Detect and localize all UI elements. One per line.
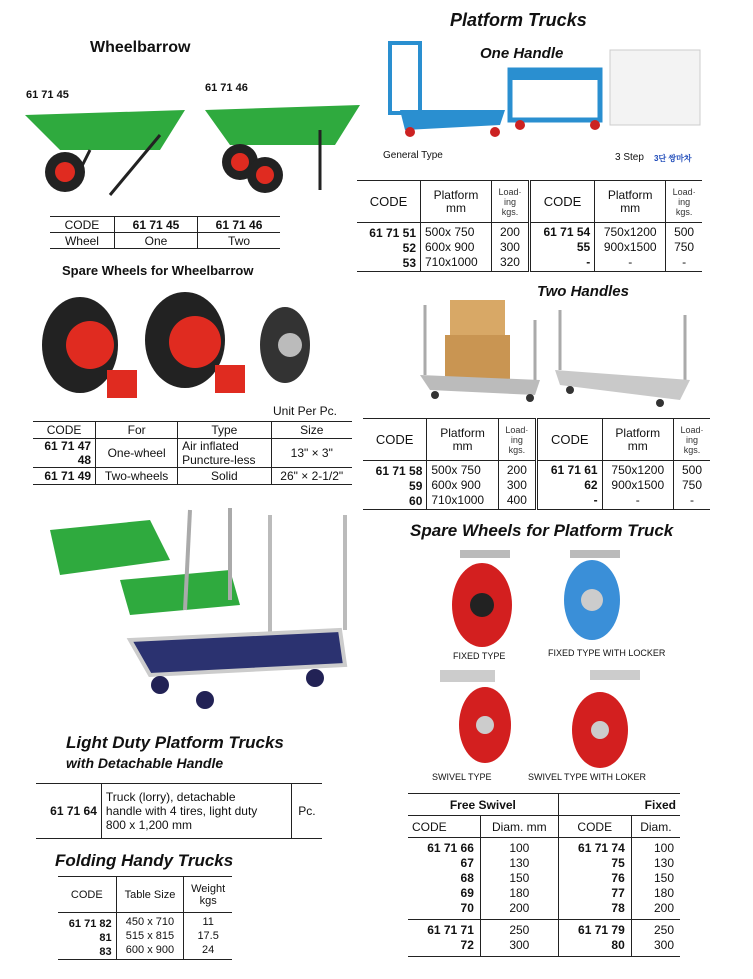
cell: 900x1500 <box>603 239 657 254</box>
img-code: 61 71 45 <box>26 89 69 101</box>
cell: 61 71 58 <box>375 464 423 478</box>
folding-table <box>58 876 232 960</box>
cell: kgs. <box>501 206 519 217</box>
cell: 150 <box>509 871 530 885</box>
cell: 11 <box>202 916 214 928</box>
cell: mm <box>452 438 473 453</box>
cell: 61 71 82 <box>68 918 112 930</box>
cell: Pc. <box>291 784 322 839</box>
cell: CODE <box>46 423 82 437</box>
cell: Truck (lorry), detachable <box>105 790 236 804</box>
cell: One-wheel <box>96 439 178 468</box>
cell: ing <box>678 196 691 207</box>
cell: Diam. mm <box>480 816 558 838</box>
platform-title: Platform Trucks <box>450 10 587 30</box>
cell: 400 <box>506 492 527 507</box>
cell: 48 <box>77 453 92 467</box>
cell: 69 <box>460 886 474 900</box>
light-duty-title: Light Duty Platform Trucks <box>66 733 284 752</box>
cell: Platform <box>433 187 479 202</box>
cell: Puncture-less <box>182 453 256 467</box>
cell: 26" × 2-1/2" <box>271 468 352 485</box>
three-step-caption: 3 Step <box>615 152 644 163</box>
cell: Solid <box>178 468 271 485</box>
wheelbarrow-title: Wheelbarrow <box>90 39 191 56</box>
cell: 61 71 71 <box>427 923 474 937</box>
cell: Load· <box>498 186 522 197</box>
cell: 500x 750 <box>425 224 475 239</box>
cell: 100 <box>653 841 674 855</box>
cell: 70 <box>460 901 474 915</box>
caster-label: SWIVEL TYPE WITH LOKER <box>528 772 647 782</box>
spare-pt-table <box>408 793 680 957</box>
cell: For <box>96 422 178 439</box>
cell: Platform <box>615 425 661 440</box>
cell: mm <box>445 200 466 215</box>
three-step-korean: 3단 쌍마차 <box>654 154 692 163</box>
cell: 750 <box>674 239 695 254</box>
cell: 800 x 1,200 mm <box>105 818 192 832</box>
cell: 80 <box>611 938 625 952</box>
general-type-caption: General Type <box>383 150 443 161</box>
cell: 600 x 900 <box>125 944 175 956</box>
cell: Diam. <box>631 816 680 838</box>
cell: Load· <box>505 424 529 435</box>
cell: - <box>635 492 640 507</box>
spare-wb-table <box>33 421 352 485</box>
cell: handle with 4 tires, light duty <box>105 804 258 818</box>
cell: ing <box>510 434 523 445</box>
spare-pt-title: Spare Wheels for Platform Truck <box>410 521 674 540</box>
spare-wheels-image <box>35 290 315 405</box>
cell: 130 <box>653 856 674 870</box>
cell: 61 71 79 <box>578 923 625 937</box>
cell: 83 <box>99 946 112 958</box>
cell: CODE <box>412 819 447 834</box>
two-handles-title: Two Handles <box>537 283 629 300</box>
cell: 515 x 815 <box>125 930 175 942</box>
two-handles-image <box>410 295 700 410</box>
cell: 450 x 710 <box>125 916 175 928</box>
cell: CODE <box>375 432 414 447</box>
cell: 53 <box>402 256 416 270</box>
caster-label: SWIVEL TYPE <box>432 772 492 782</box>
img-code: 61 71 46 <box>205 82 248 94</box>
cell: Weight <box>191 882 226 895</box>
cell: CODE <box>369 194 408 209</box>
cell: 750 <box>681 477 702 492</box>
cell: 75 <box>611 856 625 870</box>
cell: 200 <box>509 901 530 915</box>
cell: 250 <box>653 923 674 937</box>
cell: kgs. <box>508 444 526 455</box>
cell: Table Size <box>116 877 184 913</box>
cell: - <box>682 254 687 269</box>
cell: 61 71 47 <box>44 439 92 453</box>
folding-truck-image <box>40 500 350 715</box>
caster-label: FIXED TYPE WITH LOCKER <box>548 648 666 658</box>
cell: 78 <box>611 901 625 915</box>
cell: 17.5 <box>197 930 219 942</box>
cell: 900x1500 <box>611 477 665 492</box>
cell: Air inflated <box>182 439 239 453</box>
cell: Wheel <box>64 233 99 248</box>
light-duty-table <box>36 783 322 839</box>
cell: Two-wheels <box>96 468 178 485</box>
cell: - <box>593 492 598 507</box>
cell: 81 <box>99 932 112 944</box>
cell: CODE <box>558 816 631 838</box>
cell: 320 <box>499 254 520 269</box>
cell: ing <box>685 434 698 445</box>
cell: Two <box>198 233 280 249</box>
cell: 250 <box>509 923 530 937</box>
cell: 72 <box>460 938 474 952</box>
cell: CODE <box>70 888 103 901</box>
cell: Load· <box>672 186 696 197</box>
cell: Load· <box>680 424 704 435</box>
cell: - <box>689 492 694 507</box>
cell: 61 71 54 <box>543 224 591 239</box>
cell: 180 <box>509 886 530 900</box>
cell: 500 <box>674 224 695 239</box>
cell: 61 71 74 <box>578 841 625 855</box>
cell: 13" × 3" <box>271 439 352 468</box>
wheelbarrow-table <box>50 216 280 249</box>
cell: 24 <box>202 944 215 956</box>
cell: CODE <box>529 181 594 223</box>
cell: kgs. <box>683 444 701 455</box>
cell: mm <box>620 200 641 215</box>
cell: 130 <box>509 856 530 870</box>
cell: 200 <box>499 224 520 239</box>
cell: 300 <box>653 938 674 952</box>
cell: 62 <box>584 477 598 492</box>
cell: Free Swivel <box>449 797 516 812</box>
light-duty-subtitle: with Detachable Handle <box>66 755 224 771</box>
cell: Platform <box>440 425 485 440</box>
cell: Size <box>271 422 352 439</box>
cell: 150 <box>653 871 674 885</box>
cell: 600x 900 <box>425 239 475 254</box>
cell: One <box>114 233 197 249</box>
cell: 77 <box>611 886 625 900</box>
cell: 300 <box>506 477 527 492</box>
cell: - <box>628 254 633 269</box>
cell: 55 <box>576 239 591 254</box>
cell: 61 71 61 <box>550 462 598 477</box>
cell: 750x1200 <box>611 462 665 477</box>
cell: Fixed <box>558 794 680 816</box>
folding-title: Folding Handy Trucks <box>55 851 234 870</box>
cell: 59 <box>409 479 423 493</box>
cell: 61 71 49 <box>44 469 92 483</box>
one-handle-table <box>357 180 702 272</box>
cell: 52 <box>402 241 416 255</box>
cell: 500x 750 <box>431 462 481 477</box>
cell: 67 <box>460 856 474 870</box>
cell: 76 <box>611 871 625 885</box>
one-handle-image <box>380 40 710 155</box>
cell: ing <box>503 196 516 207</box>
cell: 710x1000 <box>425 254 478 269</box>
cell: kgs. <box>675 206 693 217</box>
cell: 61 71 51 <box>369 226 416 240</box>
cell: 180 <box>653 886 674 900</box>
caster-label: FIXED TYPE <box>453 651 506 661</box>
cell: 61 71 46 <box>198 217 280 233</box>
unit-label: Unit Per Pc. <box>273 404 338 418</box>
cell: Platform <box>607 187 653 202</box>
cell: 600x 900 <box>431 477 481 492</box>
cell: 200 <box>506 462 527 477</box>
cell: 68 <box>460 871 474 885</box>
cell: 200 <box>653 901 674 915</box>
cell: 710x1000 <box>431 492 485 507</box>
cell: 100 <box>509 841 530 855</box>
cell: 61 71 66 <box>427 841 474 855</box>
cell: - <box>586 254 591 269</box>
cell: 61 71 45 <box>114 217 197 233</box>
cell: Type <box>178 422 271 439</box>
cell: kgs <box>199 894 217 907</box>
one-handle-title: One Handle <box>480 45 564 62</box>
cell: 61 71 64 <box>50 804 97 818</box>
two-handles-table <box>363 418 710 510</box>
cell: CODE <box>64 217 100 232</box>
spare-wb-title: Spare Wheels for Wheelbarrow <box>62 263 254 278</box>
cell: 60 <box>409 494 423 508</box>
wheelbarrow-image <box>20 100 360 200</box>
cell: 500 <box>681 462 702 477</box>
cell: mm <box>627 438 648 453</box>
cell: 300 <box>509 938 530 952</box>
cell: CODE <box>536 419 602 461</box>
cell: 300 <box>499 239 520 254</box>
cell: 750x1200 <box>603 224 657 239</box>
